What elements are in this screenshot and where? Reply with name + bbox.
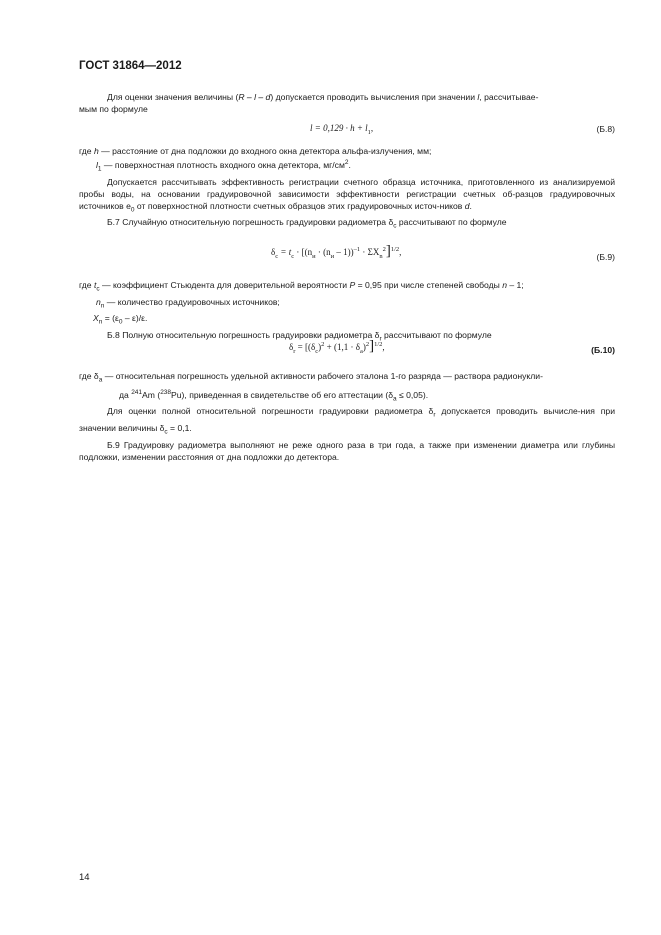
- formula-b8: $l = 0,129 \cdot h + l_1$,: [310, 123, 374, 136]
- where-block-1: где h — расстояние от дна подложки до входного окна детектора альфа-излучения, мм; $l_1$ — поверхностная плотность входного окна детектора, $мг/см^2$. Допускается рассчитывать эффективность регистрации счетного образца источника, приготовленного из анализируемой пробы воды, на основании градуировочной зависимости эффективности регистрации счетных об-разцов градуировочных источников $e_0$ от поверхностной плотности счетных образцов этих градуировочных источ-ников d. Б.7 Случайную относительную погрешность градуировки радиометра $\delta_c$ рассчитывают по формуле: [79, 145, 615, 233]
- paragraph-efficiency: Допускается рассчитывать эффективность регистрации счетного образца источника, приготовленного из анализируемой пробы воды, на основании градуировочной зависимости эффективности регистрации счетных об-разцов градуировочных источников $e_0$ от поверхностной плотности счетных образцов этих градуировочных источ-ников d.: [79, 176, 615, 214]
- formula-b9: $\delta_c = t_c \cdot [(n_и \cdot (n_и - 1))^{-1} \cdot \Sigma X_n^2]^{1/2}$,: [271, 243, 402, 260]
- where-block-3: где $\delta_a$ — относительная погрешность удельной активности рабочего эталона 1-го разряда — раствора радионукли- да $^{241}$Am ($^{238}$Pu), приведенная в свидетельстве об его аттестации $(\delta_a \le 0,05)$. Для оценки полной относительной погрешности градуировки радиометра $\delta_r$ допускается проводить вычисле-ния при значении величины $\delta_c = 0,1$. Б.9 Градуировку радиометра выполняют не реже одного раза в три года, а также при изменении диаметра или глубины подложки, изменении расстояния от дна подложки до детектора.: [79, 371, 615, 462]
- where-block-2: где $t_c$ — коэффициент Стьюдента для доверительной вероятности P = 0,95 при числе степеней свободы n – 1; $n_n$ — количество градуировочных источников; $X_n = (\varepsilon_0 - \varepsilon)/\varepsilon$. Б.8 Полную относительную погрешность градуировки радиометра $\delta_r$ рассчитывают по формуле: [79, 279, 615, 346]
- section-b7: Б.7 Случайную относительную погрешность градуировки радиометра $\delta_c$ рассчитывают по формуле: [107, 217, 507, 231]
- formula-b9-number: (Б.9): [596, 252, 615, 262]
- paragraph-l-estimate: Для оценки значения величины (R – l – d) допускается проводить вычисления при значении l, рассчитывае- мым по формуле: [79, 92, 539, 114]
- page-number: 14: [79, 872, 90, 883]
- paragraph-full-error: Для оценки полной относительной погрешности градуировки радиометра $\delta_r$ допускается проводить вычисле-ния при значении величины $\delta_c = 0,1$.: [79, 406, 615, 436]
- section-b9: Б.9 Градуировку радиометра выполняют не реже одного раза в три года, а также при изменении диаметра или глубины подложки, изменении расстояния от дна подложки до детектора.: [79, 439, 615, 462]
- formula-b10-number: (Б.10): [591, 345, 615, 355]
- section-b8: Б.8 Полную относительную погрешность градуировки радиометра $\delta_r$ рассчитывают по формуле: [107, 330, 492, 343]
- formula-b10: $\delta_r = [(\delta_c)^2 + (1,1 \cdot \delta_a)^2]^{1/2}$,: [289, 338, 385, 355]
- formula-b8-number: (Б.8): [596, 124, 615, 134]
- document-header: ГОСТ 31864—2012: [79, 60, 182, 72]
